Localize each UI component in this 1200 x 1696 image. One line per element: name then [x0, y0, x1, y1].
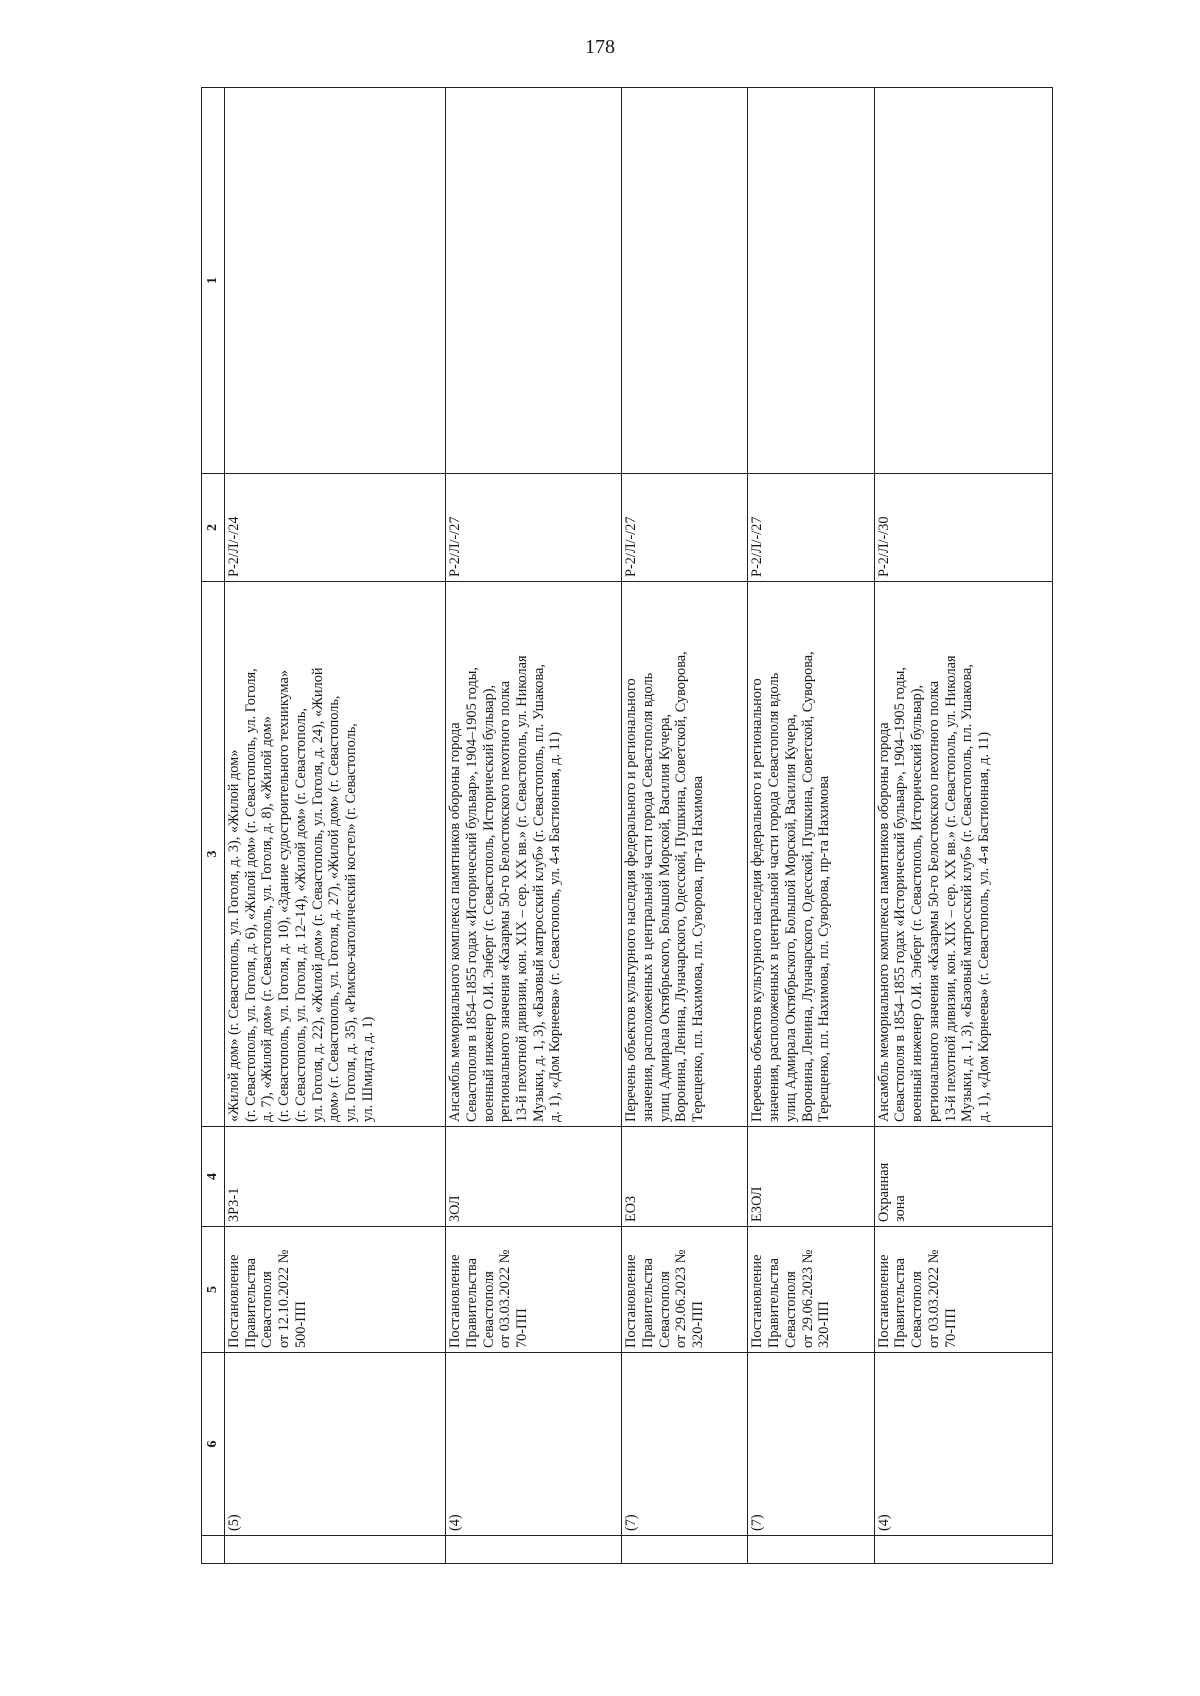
cell-objects: «Жилой дом» (г. Севастополь, ул. Гоголя, д. 3), «Жилой дом» (г. Севастополь, ул. Гоголя, д. 6), «Жилой дом» (г. Севастополь, ул. Гоголя, д. 7), «Жилой дом» (г. Севастополь, ул. Гоголя, д. 8), «Жилой дом» (г. Севастополь, ул. Гоголя, д. 10), «Здание судостроительного техникума» (г. Севастополь, ул. Гоголя, д. 12–14), «Жилой дом» (г. Севастополь, ул. Гоголя, д. 22), «Жилой дом» (г. Севастополь, ул. Гоголя, д. 24), «Жилой дом» (г. Севастополь, ул. Гоголя, д. 27), «Жилой дом» (г. Севастополь, ул. Гоголя, д. 35), «Римско-католический костел» (г. Севастополь, ул. Шмидта, д. 1): [225, 582, 446, 1127]
cell-zone-type: ЗОЛ: [446, 1127, 622, 1227]
column-header-5: 5: [202, 1227, 225, 1353]
column-header-1: 1: [202, 88, 225, 474]
row-spacer: [874, 1536, 1052, 1564]
table-row: [225, 88, 446, 1564]
cell-objects: Ансамбль мемориального комплекса памятников обороны города Севастополя в 1854–1855 годах «Исторический бульвар», 1904–1905 годы, военный инженер О.И. Энберг (г. Севастополь, Исторический бульвар), регионального значения «Казармы 50-го Белостокского пехотного полка 13-й пехотной дивизии, кон. XIX – сер. XX вв.» (г. Севастополь, ул. Николая Музыки, д. 1, 3), «Базовый матросский клуб» (г. Севастополь, пл. Ушакова, д. 1), «Дом Корнеева» (г. Севастополь, ул. 4-я Бастионная, д. 11): [874, 582, 1052, 1127]
cell-decree: Постановление Правительства Севастополя от 03.03.2022 № 70-ПП: [446, 1227, 622, 1353]
table-row: [748, 88, 874, 1564]
cell-decree: Постановление Правительства Севастополя от 29.06.2023 № 320-ПП: [748, 1227, 874, 1353]
cell-number: [446, 88, 622, 474]
table-row: [622, 88, 748, 1564]
cell-decree: Постановление Правительства Севастополя от 03.03.2022 № 70-ПП: [874, 1227, 1052, 1353]
cell-zone-type: ЕОЗ: [622, 1127, 748, 1227]
column-header-2: 2: [202, 474, 225, 582]
row-spacer: [748, 1536, 874, 1564]
cell-code: Р-2/Л/-/27: [446, 474, 622, 582]
row-spacer: [446, 1536, 622, 1564]
cell-code: Р-2/Л/-/24: [225, 474, 446, 582]
cell-source-ref: (7): [748, 1353, 874, 1536]
column-header-6: 6: [202, 1353, 225, 1536]
cell-zone-type: ЗРЗ-1: [225, 1127, 446, 1227]
cell-objects: Перечень объектов культурного наследия федерального и регионального значения, расположенных в центральной части города Севастополя вдоль улиц Адмирала Октябрьского, Большой Морской, Василия Кучера, Воронина, Ленина, Луначарского, Одесской, Пушкина, Советской, Суворова, Терещенко, пл. Нахимова, пл. Суворова, пр-та Нахимова: [622, 582, 748, 1127]
cell-decree: Постановление Правительства Севастополя от 12.10.2022 № 500-ПП: [225, 1227, 446, 1353]
cell-number: [622, 88, 748, 474]
cell-zone-type: ЕЗОЛ: [748, 1127, 874, 1227]
table-row: [874, 88, 1052, 1564]
cell-source-ref: (4): [874, 1353, 1052, 1536]
page-number: 178: [585, 36, 615, 58]
header-row: [202, 88, 225, 1564]
cell-code: Р-2/Л/-/27: [622, 474, 748, 582]
cell-source-ref: (7): [622, 1353, 748, 1536]
cell-decree: Постановление Правительства Севастополя от 29.06.2023 № 320-ПП: [622, 1227, 748, 1353]
row-spacer: [622, 1536, 748, 1564]
zones-table: [201, 87, 1053, 1564]
row-spacer: [225, 1536, 446, 1564]
cell-source-ref: (5): [225, 1353, 446, 1536]
cell-objects: Ансамбль мемориального комплекса памятников обороны города Севастополя в 1854–1855 годах «Исторический бульвар», 1904–1905 годы, военный инженер О.И. Энберг (г. Севастополь, Исторический бульвар), регионального значения «Казармы 50-го Белостокского пехотного полка 13-й пехотной дивизии, кон. XIX – сер. XX вв.» (г. Севастополь, ул. Николая Музыки, д. 1, 3), «Базовый матросский клуб» (г. Севастополь, пл. Ушакова, д. 1), «Дом Корнеева» (г. Севастополь, ул. 4-я Бастионная, д. 11): [446, 582, 622, 1127]
rotated-table-container: [201, 87, 1053, 1564]
cell-zone-type: Охранная зона: [874, 1127, 1052, 1227]
cell-number: [874, 88, 1052, 474]
column-header-4: 4: [202, 1127, 225, 1227]
cell-source-ref: (4): [446, 1353, 622, 1536]
table-row: [446, 88, 622, 1564]
header-spacer: [202, 1536, 225, 1564]
column-header-3: 3: [202, 582, 225, 1127]
cell-objects: Перечень объектов культурного наследия федерального и регионального значения, расположенных в центральной части города Севастополя вдоль улиц Адмирала Октябрьского, Большой Морской, Василия Кучера, Воронина, Ленина, Луначарского, Одесской, Пушкина, Советской, Суворова, Терещенко, пл. Нахимова, пл. Суворова, пр-та Нахимова: [748, 582, 874, 1127]
cell-number: [225, 88, 446, 474]
cell-code: Р-2/Л/-/30: [874, 474, 1052, 582]
cell-code: Р-2/Л/-/27: [748, 474, 874, 582]
cell-number: [748, 88, 874, 474]
